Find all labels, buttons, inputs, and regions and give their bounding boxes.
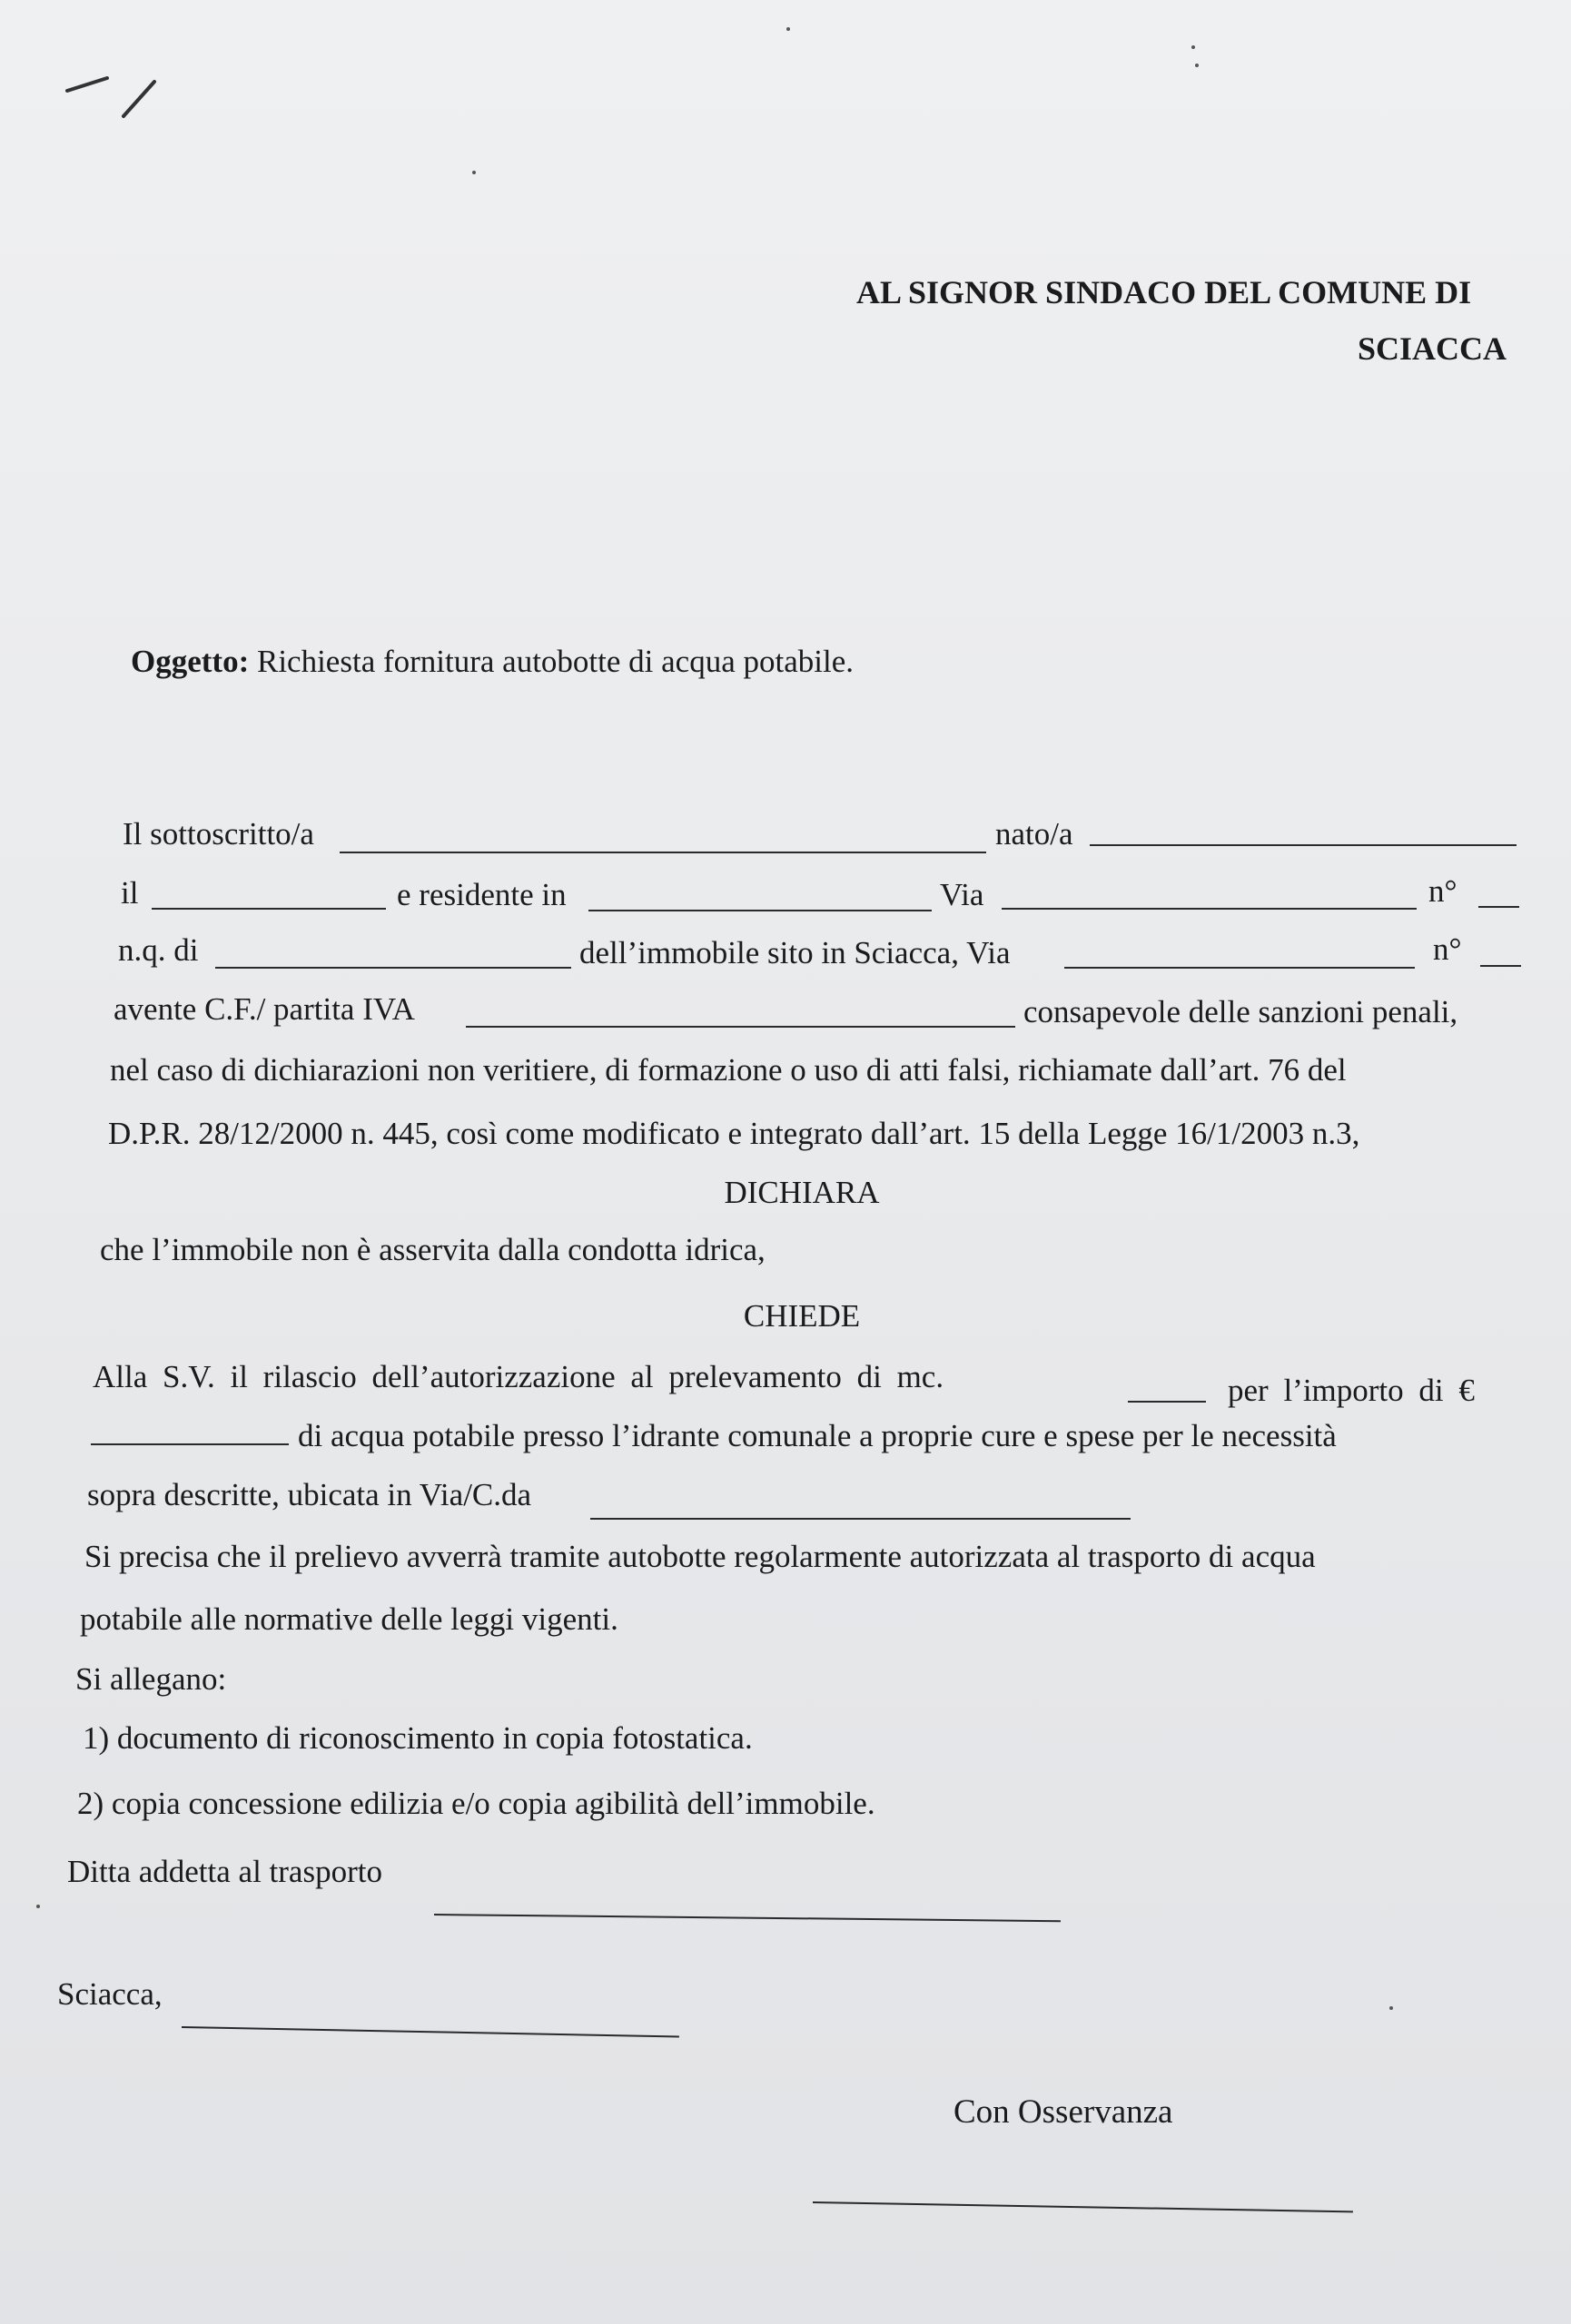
speck [1389, 2006, 1393, 2010]
property-number-blank[interactable] [1480, 965, 1521, 967]
transport-company-label: Ditta addetta al trasporto [67, 1854, 382, 1889]
speck [36, 1905, 40, 1908]
declaration-line-1: nel caso di dichiarazioni non veritiere, di formazione o uso di atti falsi, richiamate dall’art. 76 del [110, 1052, 1347, 1088]
speck [786, 27, 790, 31]
signature-blank[interactable] [813, 2201, 1353, 2212]
request-line-2: di acqua potabile presso l’idrante comunale a proprie cure e spese per le necessità [298, 1418, 1337, 1453]
closing-text: Con Osservanza [953, 2093, 1173, 2131]
subject-text: Richiesta fornitura autobotte di acqua potabile. [256, 644, 854, 679]
declaration-statement: che l’immobile non è asservita dalla condotta idrica, [100, 1232, 766, 1267]
request-line-3: sopra descritte, ubicata in Via/C.da [87, 1477, 532, 1512]
property-label: dell’immobile sito in Sciacca, Via [579, 935, 1011, 970]
amount-blank[interactable] [91, 1443, 289, 1445]
request-line-1: Alla S.V. il rilascio dell’autorizzazione al prelevamento di mc. [93, 1359, 944, 1394]
street-label: Via [940, 877, 984, 912]
attachment-item-1: 1) documento di riconoscimento in copia fotostatica. [83, 1720, 753, 1756]
date-blank[interactable] [182, 2026, 679, 2038]
addressee-line-1: AL SIGNOR SINDACO DEL COMUNE DI [856, 274, 1472, 310]
born-label: nato/a [995, 816, 1073, 852]
declares-heading: DICHIARA [724, 1175, 880, 1210]
clarification-line-1: Si precisa che il prelievo avverrà tramite autobotte regolarmente autorizzata al trasporto di acqua [84, 1539, 1316, 1574]
subject-line [131, 642, 854, 682]
amount-label: per l’importo di € [1228, 1373, 1475, 1408]
capacity-blank[interactable] [215, 967, 571, 969]
speck [472, 171, 476, 174]
place-label: Sciacca, [57, 1976, 163, 2012]
pen-mark [64, 65, 163, 120]
attachments-heading: Si allegano: [75, 1661, 227, 1697]
addressee-line-2: SCIACCA [1358, 330, 1507, 367]
hydrant-location-blank[interactable] [590, 1518, 1131, 1520]
birthdate-blank[interactable] [152, 908, 386, 910]
number-label: n° [1428, 873, 1457, 909]
cubic-meters-blank[interactable] [1128, 1401, 1206, 1403]
subject-label: Oggetto: [131, 644, 250, 679]
clarification-line-2: potabile alle normative delle leggi vigenti. [80, 1601, 618, 1637]
tax-id-blank[interactable] [466, 1026, 1015, 1028]
undersigned-label: Il sottoscritto/a [123, 816, 314, 852]
residence-label: e residente in [397, 877, 567, 912]
street-blank[interactable] [1002, 908, 1417, 910]
birthplace-blank[interactable] [1090, 844, 1517, 846]
aware-text: consapevole delle sanzioni penali, [1023, 994, 1458, 1029]
requests-heading: CHIEDE [743, 1298, 861, 1334]
property-street-blank[interactable] [1064, 967, 1415, 969]
tax-id-label: avente C.F./ partita IVA [114, 991, 415, 1027]
transport-company-blank[interactable] [434, 1914, 1061, 1922]
speck [1195, 64, 1199, 67]
number-blank[interactable] [1478, 906, 1519, 908]
property-number-label: n° [1433, 931, 1462, 967]
speck [1191, 45, 1195, 49]
residence-blank[interactable] [588, 910, 932, 911]
attachment-item-2: 2) copia concessione edilizia e/o copia agibilità dell’immobile. [77, 1786, 875, 1821]
declaration-line-2: D.P.R. 28/12/2000 n. 445, così come modificato e integrato dall’art. 15 della Legge 16/1/2003 n.3, [108, 1116, 1360, 1151]
name-blank[interactable] [340, 852, 986, 853]
date-label: il [121, 875, 139, 911]
capacity-label: n.q. di [118, 932, 199, 968]
